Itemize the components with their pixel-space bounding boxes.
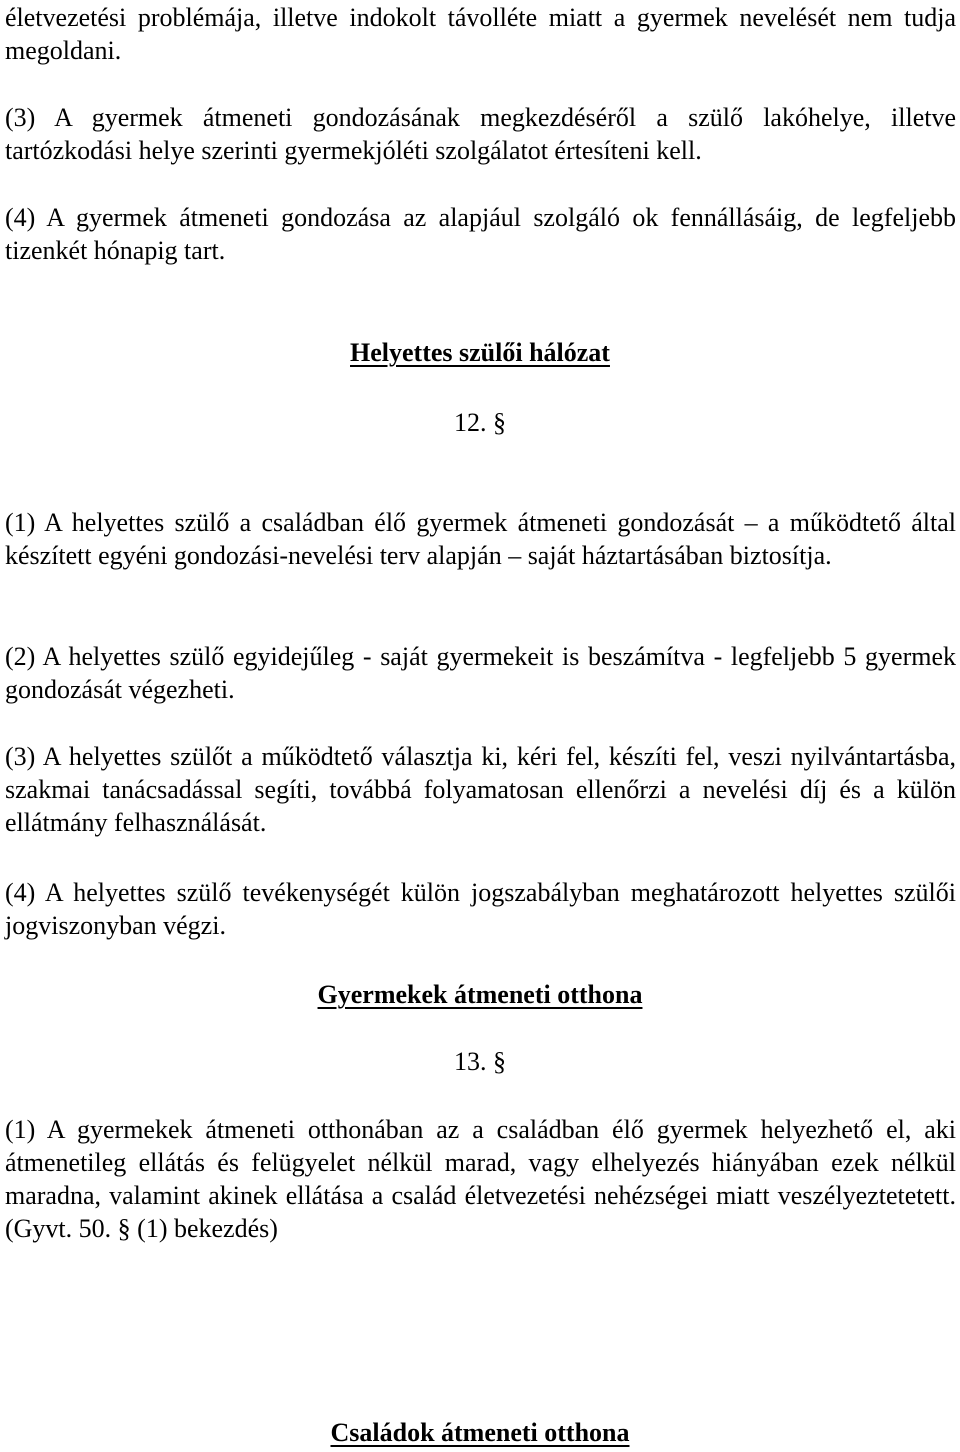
- paragraph-11-3: (3) A gyermek átmeneti gondozásának megkezdéséről a szülő lakóhelye, illetve tartózkodási helye szerinti gyermekjóléti szolgálatot értesíteni kell.: [5, 103, 956, 165]
- section-number-12: 12. §: [454, 408, 506, 437]
- heading-helyettes-szuloi-halozat: Helyettes szülői hálózat: [350, 338, 610, 367]
- heading-gyermekek-atmeneti-otthona: Gyermekek átmeneti otthona: [317, 980, 643, 1009]
- paragraph-12-3: (3) A helyettes szülőt a működtető választja ki, kéri fel, készíti fel, veszi nyilvántartásba, szakmai tanácsadással segíti, továbbá folyamatosan ellenőrzi a nevelési díj és a külön ellátmány felhasználását.: [5, 742, 956, 837]
- paragraph-13-1: (1) A gyermekek átmeneti otthonában az a családban élő gyermek helyezhető el, aki átmenetileg ellátás és felügyelet nélkül marad, vagy elhelyezés hiányában ezek nélkül maradna, valamint akinek ellátása a család életvezetési nehézségei miatt veszélyeztetetett. (Gyvt. 50. § (1) bekezdés): [5, 1115, 956, 1243]
- paragraph-12-2: (2) A helyettes szülő egyidejűleg - saját gyermekeit is beszámítva - legfeljebb 5 gyermek gondozását végezheti.: [5, 642, 956, 704]
- top-fragment-paragraph: életvezetési problémája, illetve indokolt távolléte miatt a gyermek nevelését nem tudja megoldani.: [5, 3, 956, 65]
- paragraph-11-4: (4) A gyermek átmeneti gondozása az alapjául szolgáló ok fennállásáig, de legfeljebb tizenkét hónapig tart.: [5, 203, 956, 265]
- paragraph-12-1: (1) A helyettes szülő a családban élő gyermek átmeneti gondozását – a működtető által készített egyéni gondozási-nevelési terv alapján – saját háztartásában biztosítja.: [5, 508, 956, 570]
- paragraph-12-4: (4) A helyettes szülő tevékenységét külön jogszabályban meghatározott helyettes szülői jogviszonyban végzi.: [5, 878, 956, 940]
- heading-csaladok-atmeneti-otthona: Családok átmeneti otthona: [330, 1418, 630, 1447]
- section-number-13: 13. §: [454, 1047, 506, 1076]
